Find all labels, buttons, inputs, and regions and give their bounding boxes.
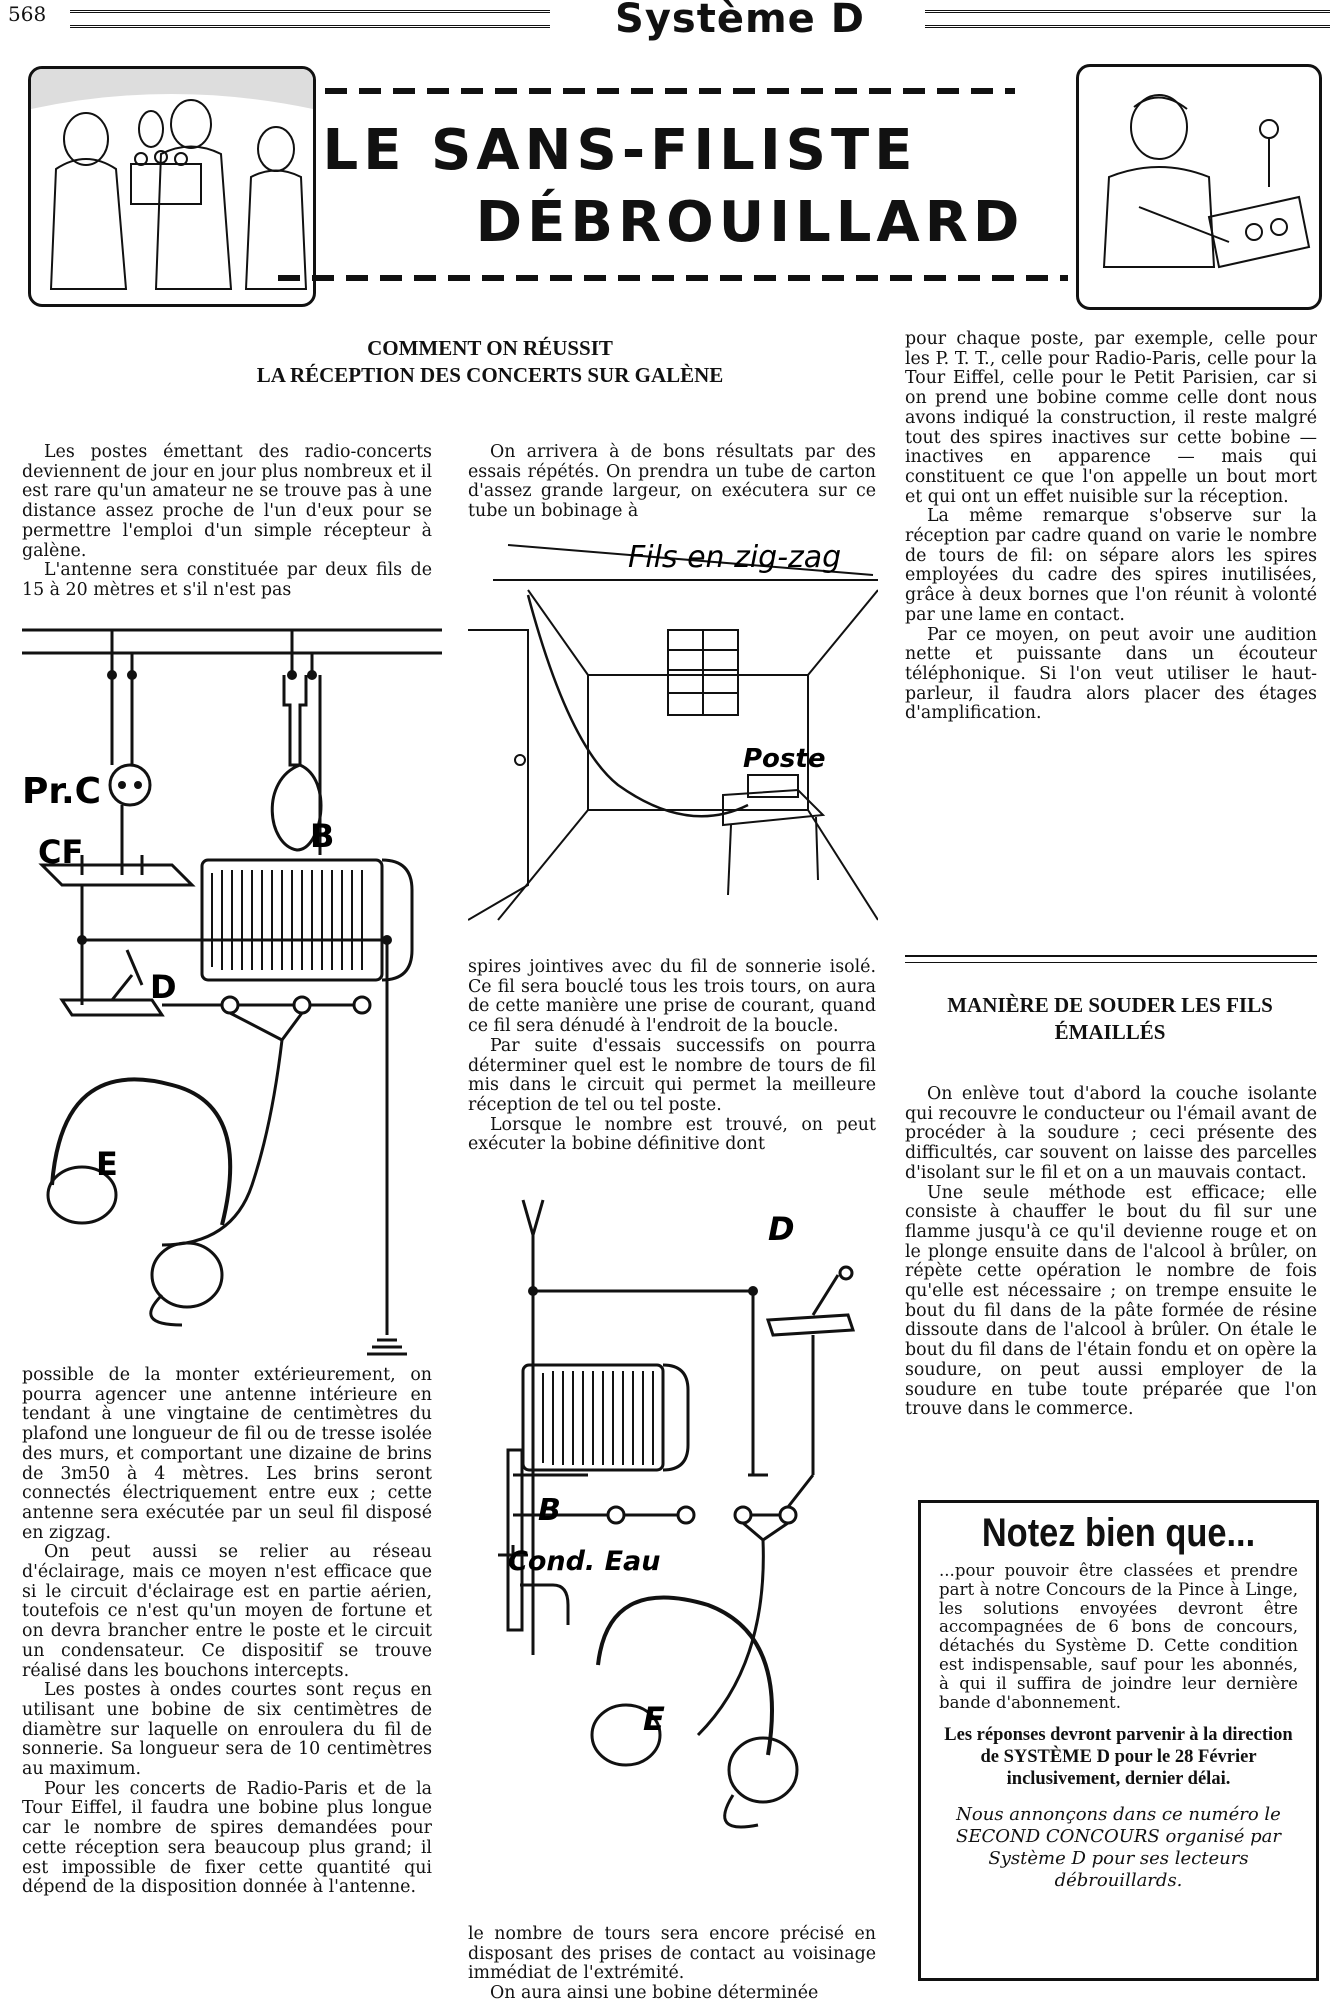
vignette-amateur-at-radio [1076, 64, 1322, 310]
figure-circuit-diagram-2 [468, 1195, 878, 1885]
article2-heading-line2: ÉMAILLÉS [1054, 1020, 1166, 1044]
masthead-rule-left [70, 10, 550, 28]
notez-announcement: Nous annonçons dans ce numéro le SECOND CONCOURS organisé par Système D pour ses lecteurs débrouillards. [955, 1804, 1281, 1892]
magazine-title: Système D [615, 0, 865, 42]
paragraph: Lorsque le nombre est trouvé, on peut exécuter la bobine définitive dont [468, 1114, 876, 1155]
banner-title-line1: LE SANS-FILISTE [322, 118, 918, 183]
article1-heading-line2: LA RÉCEPTION DES CONCERTS SUR GALÈNE [256, 363, 724, 387]
notez-bien-box [918, 1500, 1319, 1981]
paragraph: On aura ainsi une bobine déterminée [490, 1983, 819, 2004]
label-d: D [150, 968, 177, 1006]
banner-rule-top [325, 88, 1015, 94]
label-b-fig3: B [538, 1493, 561, 1528]
paragraph: L'antenne sera constituée par deux fils de 15 à 20 mètres et s'il n'est pas [22, 560, 432, 600]
label-cond-eau: Cond. Eau [508, 1546, 661, 1577]
label-b: B [310, 817, 335, 855]
paragraph: spires jointives avec du fil de sonnerie isolé. Ce fil sera bouclé tous les trois tours, on aura de cette manière une prise de courant, quand ce fil sera dénudé à l'endroit de la boucle. [468, 957, 876, 1037]
notez-title: Notez bien que... [981, 1511, 1256, 1555]
paragraph: Par ce moyen, on peut avoir une audition nette et puissante dans un écouteur téléphonique. Si l'on veut utiliser le haut-parleur, il faudra alors placer des étages d'amplification. [905, 624, 1317, 724]
paragraph: Les postes émettant des radio-concerts deviennent de jour en jour plus nombreux et il est rare qu'un amateur ne se trouve pas à une distance assez proche de l'un d'eux pour se permettre l'emploi d'un simple récepteur à galène. [22, 442, 433, 561]
paragraph: Les postes à ondes courtes sont reçus en utilisant une bobine de six centimètres de diamètre sur laquelle on enroulera du fil de sonnerie. Sa longueur sera de 10 centimètres au maximum. [22, 1680, 432, 1780]
label-poste: Poste [743, 744, 826, 774]
figure-zigzag-antenna-room [468, 535, 878, 945]
article1-col3 [905, 330, 1317, 724]
label-d-fig3: D [768, 1210, 795, 1248]
paragraph: le nombre de tours sera encore précisé en disposant des prises de contact au voisinage immédiat de l'extrémité. [468, 1924, 876, 1984]
label-e: E [96, 1145, 118, 1183]
circuit-diagram-1 [22, 605, 442, 1360]
article2-heading-line1: MANIÈRE DE SOUDER LES FILS [947, 993, 1273, 1017]
article1-heading-line1: COMMENT ON RÉUSSIT [367, 336, 613, 360]
paragraph: La même remarque s'observe sur la réception par cadre quand on varie le nombre de tours de fil: on sépare alors les spires employées du cadre des spires inutilisées, grâce à deux bornes que l'on réunit à volonté par une lame en contact. [905, 506, 1317, 625]
article1-col2-bottom [468, 1925, 876, 2004]
paragraph: On enlève tout d'abord la couche isolante qui recouvre le conducteur ou l'émail avant de procéder à la soudure ; ceci présente des difficultés, car souvent on laisse des parcelles d'isolant sur le fil et on a un mauvais contact. [905, 1084, 1317, 1183]
zigzag-antenna-room-illustration [468, 535, 878, 945]
masthead-rule-right [925, 10, 1330, 28]
paragraph: pour chaque poste, par exemple, celle pour les P. T. T., celle pour Radio-Paris, celle pour la Tour Eiffel, celle pour le Petit Parisien, car si on prend une bobine comme celle dont nous avons indiqué la construction, il reste malgré tout des spires inactives sur cette bobine — inactives en apparence — mais qui constituent ce que l'on appelle un bout mort et qui ont un effet nuisible sur la réception. [905, 329, 1317, 507]
article1-col1-bottom [22, 1366, 432, 1898]
article1-col2-top [468, 443, 876, 522]
article1-col2-middle [468, 958, 876, 1155]
notez-deadline: Les réponses devront parvenir à la direction de SYSTÈME D pour le 28 Février inclusivement, dernier délai. [944, 1725, 1293, 1790]
vignette-family-listening [28, 66, 316, 307]
label-e-fig3: E [643, 1700, 665, 1738]
paragraph: Une seule méthode est efficace; elle consiste à chauffer le bout du fil sur une flamme jusqu'à ce qu'il devienne rouge et on le plonge ensuite dans de l'alcool à brûler, on répète cette opération le nombre de fois qu'elle est nécessaire ; on trempe ensuite le bout du fil dans de la pâte formée de résine dissoute dans de l'alcool à brûler. On étale le bout du fil dans de l'étain fondu et on opère la soudure, on peut aussi employer de la soudure en tube toute préparée que l'on trouve dans le commerce. [905, 1182, 1317, 1420]
article1-heading [210, 335, 770, 389]
paragraph: possible de la monter extérieurement, on pourra agencer une antenne intérieure en tendant à une vingtaine de centimètres du plafond une longueur de fil ou de tresse isolée des murs, et comportant une dizaine de brins de 3m50 à 4 mètres. Les brins seront connectés électriquement entre eux ; cette antenne sera exécutée par un seul fil disposé en zigzag. [22, 1365, 432, 1543]
label-prc: Pr.C [22, 771, 102, 812]
circuit-diagram-2 [468, 1195, 878, 1885]
label-cf: CF [38, 833, 84, 871]
banner-rule-bottom [278, 275, 1068, 281]
paragraph: On peut aussi se relier au réseau d'éclairage, mais ce moyen n'est efficace que si le circuit d'éclairage est en partie aérien, toutefois ce n'est qu'un moyen de fortune et on devra brancher entre le poste et le circuit un condensateur. Ce dispositif se trouve réalisé dans les bouchons intercepts. [22, 1542, 432, 1681]
article2-body [905, 1085, 1317, 1420]
page-number: 568 [8, 2, 47, 26]
figure-circuit-diagram-1 [22, 605, 442, 1360]
article1-col1-top [22, 443, 432, 601]
label-fils-zigzag: Fils en zig-zag [628, 540, 842, 575]
section-separator [905, 955, 1317, 963]
paragraph: Pour les concerts de Radio-Paris et de la Tour Eiffel, il faudra une bobine plus longue car le nombre de spires demandées pour cette réception sera beaucoup plus grand; il est impossible de fixer cette quantité qui dépend de la disposition donnée à l'antenne. [22, 1778, 432, 1898]
article2-heading [900, 992, 1320, 1046]
amateur-at-radio-illustration [1079, 67, 1319, 307]
family-listening-illustration [31, 69, 313, 304]
notez-body: ...pour pouvoir être classées et prendre part à notre Concours de la Pince à Linge, les solutions envoyées devront être accompagnées de 6 bons de concours, détachés du Système D. Cette condition est indispensable, sauf pour les abonnés, à qui il suffira de joindre leur dernière bande d'abonnement. [939, 1561, 1298, 1712]
paragraph: Par suite d'essais successifs on pourra déterminer quel est le nombre de tours de fil mis dans le circuit qui permet la meilleure réception de tel ou tel poste. [468, 1035, 876, 1115]
banner-title-line2: DÉBROUILLARD [475, 190, 1025, 255]
paragraph: On arrivera à de bons résultats par des essais répétés. On prendra un tube de carton d'assez grande largeur, on exécutera sur ce tube un bobinage à [468, 442, 876, 522]
